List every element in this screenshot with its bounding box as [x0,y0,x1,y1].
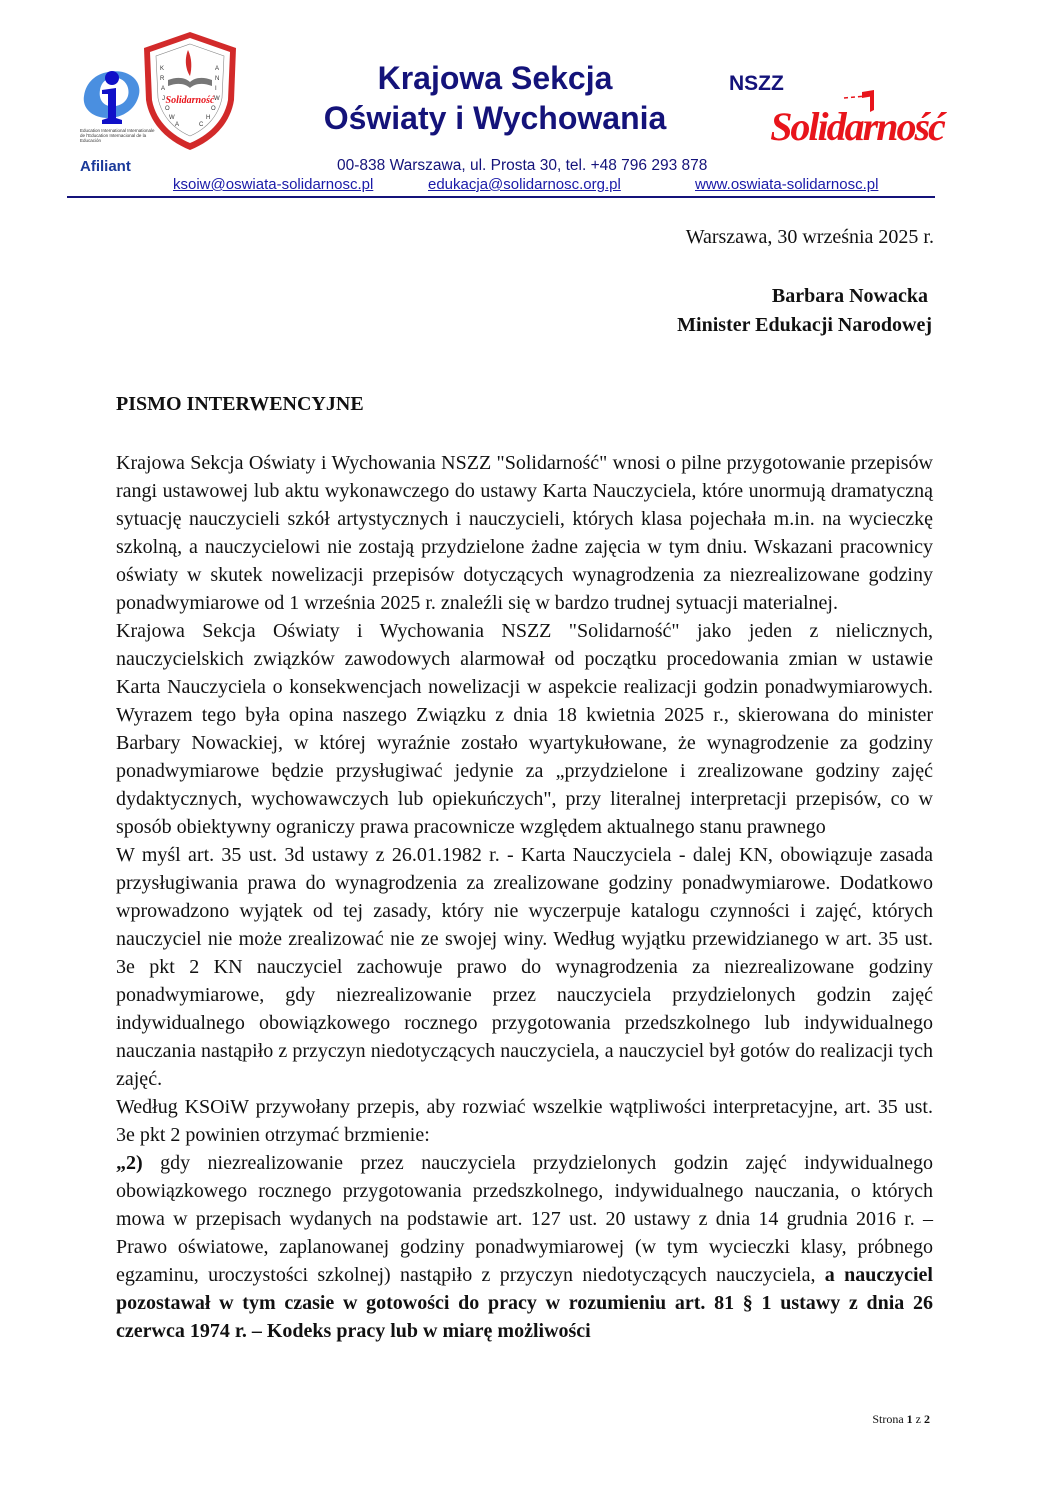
ei-caption: Education International Internationale de l'Education Internacional de la Educación [80,128,155,143]
paragraph: Krajowa Sekcja Oświaty i Wychowania NSZZ "Solidarność" wnosi o pilne przygotowanie przepisów rangi ustawowej lub aktu wykonawczego do ustawy Karta Nauczyciela, które unormują dramatyczną sytuację nauczycieli szkół artystycznych i nauczycieli, których klasa pojechała m.in. na wycieczkę szkolną, a nauczycielowi nie zostają przydzielone żadne zajęcia w tym dniu. Wskazani pracownicy oświaty w skutek nowelizacji przepisów dotyczących wynagrodzenia za niezrealizowane godziny ponadwymiarowe od 1 września 2025 r. znaleźli się w bardzo trudnej sytuacji materialnej. [116,452,933,614]
email-link-edukacja[interactable]: edukacja@solidarnosc.org.pl [428,176,621,193]
svg-text:Solidarność: Solidarność [165,95,215,106]
website-link[interactable]: www.oswiata-solidarnosc.pl [695,176,879,193]
svg-text:O: O [211,106,216,112]
svg-text:J: J [162,96,165,102]
svg-text:A: A [175,122,180,128]
svg-text:C: C [199,122,204,128]
page-of: z [915,1412,921,1426]
recipient-title: Minister Edukacji Narodowej [677,314,932,336]
total-pages: 2 [924,1412,930,1426]
title-line-2: Oświaty i Wychowania [323,100,667,136]
svg-text:N: N [215,76,220,82]
proposed-provision [116,1149,933,1345]
letter-body [116,449,933,1345]
recipient-name: Barbara Nowacka [771,285,928,307]
ei-icon [78,68,148,130]
solidarnosc-logo [762,88,952,150]
svg-text:R: R [160,76,165,82]
paragraph: W myśl art. 35 ust. 3d ustawy z 26.01.1982 r. - Karta Nauczyciela - dalej KN, obowiązuje zasada przysługiwania prawa do wynagrodzenia za zrealizowane godziny ponadwymiarowe. Dodatkowo wprowadzono wyjątek od tej zasady, który nie wyczerpuje katalogu czynności i zajęć, których nauczyciel nie może zrealizować nie ze swojej winy. Według wyjątku przewidzianego w art. 35 ust. 3e pkt 2 KN nauczyciel zachowuje prawo do wynagrodzenia za niezrealizowane godziny ponadwymiarowe, gdy niezrealizowanie przez nauczyciela przydzielonych godzin zajęć indywidualnego obowiązkowego rocznego przygotowania przedszkolnego lub indywidualnego nauczania nastąpiło z przyczyn niedotyczących nauczyciela, a nauczyciel był gotów do realizacji tych zajęć. [116,844,933,1090]
svg-text:Solidarność: Solidarność [770,104,944,149]
afiliant-label: Afiliant [80,158,131,175]
letter-subject: PISMO INTERWENCYJNE [116,393,364,415]
header-divider [67,196,935,198]
provision-text: gdy niezrealizowanie przez nauczyciela przydzielonych godzin zajęć indywidualnego obowiązkowego rocznego przygotowania przedszkolnego, indywidualnego nauczania, o których mowa w przepisach wydanych na podstawie art. 127 ust. 20 ustawy z dnia 14 grudnia 2016 r. – Prawo oświatowe, zaplanowanej godziny ponadwymiarowej (w tym wycieczki klasy, próbnego egzaminu, uroczystości szkolnej) nastąpiło z przyczyn niedotyczących nauczyciela, [116,1152,933,1286]
provision-bold-text: a nauczyciel pozostawał w tym czasie w gotowości do pracy w rozumieniu art. 81 § 1 ustawy z dnia 26 czerwca 1974 r. – Kodeks pracy lub w miarę możliwości [116,1264,933,1342]
email-link-ksoiw[interactable]: ksoiw@oswiata-solidarnosc.pl [173,176,374,193]
letter-date: Warszawa, 30 września 2025 r. [685,226,934,248]
svg-text:H: H [206,115,211,121]
svg-text:I: I [215,86,217,92]
svg-text:A: A [215,66,220,72]
svg-text:O: O [165,106,170,112]
svg-text:K: K [160,66,165,72]
paragraph: Według KSOiW przywołany przepis, aby rozwiać wszelkie wątpliwości interpretacyjne, art. 35 ust. 3e pkt 2 powinien otrzymać brzmienie: [116,1096,933,1146]
svg-text:W: W [169,115,175,121]
title-line-1: Krajowa Sekcja [377,60,613,96]
svg-text:A: A [161,86,166,92]
nszz-label: NSZZ [729,72,784,95]
shield-icon [140,30,240,152]
solidarnosc-icon [762,88,952,150]
provision-number: „2) [116,1152,143,1174]
organization-title [300,58,760,138]
contact-address: 00-838 Warszawa, ul. Prosta 30, tel. +48 796 293 878 [337,157,708,174]
page-label: Strona [872,1412,904,1426]
recipient-block [677,282,932,340]
svg-text:W: W [214,96,220,102]
paragraph: Krajowa Sekcja Oświaty i Wychowania NSZZ "Solidarność" jako jeden z nielicznych, nauczycielskich związków zawodowych alarmował od początku procedowania zmian w ustawie Karta Nauczyciela o konsekwencjach nowelizacji w aspekcie realizacji godzin ponadwymiarowych. Wyrazem tego była opina naszego Związku z dnia 18 kwietnia 2025 r., skierowana do minister Barbary Nowackiej, w której wyraźnie zostało wyartykułowane, że wynagrodzenie za godziny ponadwymiarowe będzie przysługiwać jedynie za „przydzielone i zrealizowane godziny zajęć dydaktycznych, wychowawczych lub opiekuńczych", przy literalnej interpretacji przepisów, co w sposób obiektywny ograniczy prawa pracownicze względem aktualnego stanu prawnego [116,620,933,838]
page-number [872,1412,930,1427]
ksoiw-shield-logo [140,30,240,152]
current-page: 1 [906,1412,913,1426]
